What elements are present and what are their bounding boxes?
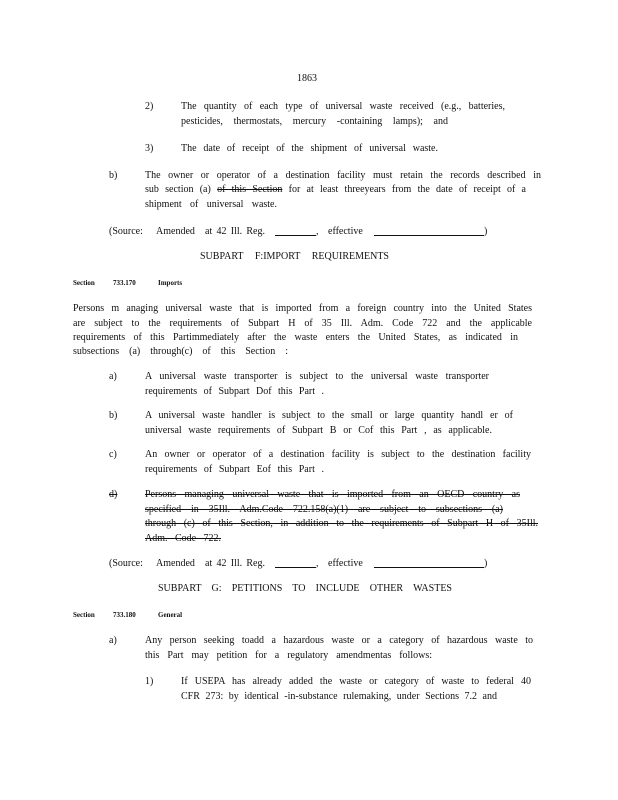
section-180-word: Section xyxy=(73,611,95,619)
section-180-number: 733.180 xyxy=(113,611,136,619)
section-170-item-line: requirements of Subpart Eof this Part . xyxy=(145,464,324,475)
section-170-deleted-item-line: Persons managing universal waste that is imported from an OECD country as xyxy=(145,489,520,500)
item-2-line: The quantity of each type of universal waste received (e.g., batteries, xyxy=(181,101,505,112)
section-170-intro-line: subsections (a) through(c) of this Section : xyxy=(73,346,288,357)
records-b-line: The owner or operator of a destination facility must retain the records described in xyxy=(145,170,541,181)
records-b-deleted-text: of this Section xyxy=(217,184,283,195)
section-170-item-line: universal waste requirements of Subpart B or Cof this Part , as applicable. xyxy=(145,425,492,436)
source-register: at 42 Ill. Reg. xyxy=(205,226,265,237)
item-2-label: 2) xyxy=(145,101,154,112)
source-effective: effective xyxy=(328,558,363,569)
records-b-label: b) xyxy=(109,170,118,181)
item-2-line: pesticides, thermostats, mercury -containing lamps); and xyxy=(181,116,448,127)
section-170-item-line: requirements of Subpart Dof this Part . xyxy=(145,386,324,397)
section-170-deleted-item-line: Adm. Code 722. xyxy=(145,533,221,544)
section-170-item-line: An owner or operator of a destination facility is subject to the destination facility xyxy=(145,449,531,460)
section-180-item-1-label: 1) xyxy=(145,676,154,687)
source-open: (Source: xyxy=(109,226,143,237)
section-180-item-a-line: this Part may petition for a regulatory amendmentas follows: xyxy=(145,650,432,661)
source-comma: , xyxy=(316,558,319,569)
source-note xyxy=(0,226,618,238)
section-170-item-label: c) xyxy=(109,449,117,460)
records-b-line xyxy=(145,184,526,196)
records-b-line: shipment of universal waste. xyxy=(145,199,277,210)
source-open: (Source: xyxy=(109,558,143,569)
section-180-item-a-label: a) xyxy=(109,635,117,646)
section-170-intro-line: Persons m anaging universal waste that is imported from a foreign country into the United States xyxy=(73,303,532,314)
section-180-item-1-line: CFR 273: by identical -in-substance rulemaking, under Sections 7.2 and xyxy=(181,691,497,702)
records-b-text: sub section (a) xyxy=(145,184,211,195)
section-170-number: 733.170 xyxy=(113,279,136,287)
section-170-item-line: A universal waste handler is subject to the small or large quantity handl er of xyxy=(145,410,513,421)
source-effective-blank xyxy=(374,558,484,568)
source-close: ) xyxy=(484,558,488,569)
source-register-blank xyxy=(275,226,316,236)
source-close: ) xyxy=(484,226,488,237)
section-170-intro-line: requirements of this Partimmediately after the waste enters the United States, as indicated in xyxy=(73,332,518,343)
subpart-f-heading: SUBPART F:IMPORT REQUIREMENTS xyxy=(200,251,389,262)
section-180-item-1-line: If USEPA has already added the waste or category of waste to federal 40 xyxy=(181,676,531,687)
subpart-g-heading: SUBPART G: PETITIONS TO INCLUDE OTHER WASTES xyxy=(158,583,452,594)
records-b-text: for at least threeyears from the date of receipt of a xyxy=(288,184,526,195)
source-note xyxy=(0,558,618,570)
item-3-line: The date of receipt of the shipment of universal waste. xyxy=(181,143,438,154)
section-170-item-line: A universal waste transporter is subject to the universal waste transporter xyxy=(145,371,489,382)
section-170-word: Section xyxy=(73,279,95,287)
source-comma: , xyxy=(316,226,319,237)
source-effective: effective xyxy=(328,226,363,237)
source-amended: Amended xyxy=(156,558,195,569)
section-180-item-a-line: Any person seeking toadd a hazardous waste or a category of hazardous waste to xyxy=(145,635,533,646)
section-170-item-label: b) xyxy=(109,410,118,421)
source-register: at 42 Ill. Reg. xyxy=(205,558,265,569)
section-170-item-label: a) xyxy=(109,371,117,382)
section-170-deleted-item-label: d) xyxy=(109,489,118,500)
section-170-intro-line: are subject to the requirements of Subpart H of 35 Ill. Adm. Code 722 and the applicable xyxy=(73,318,532,329)
source-effective-blank xyxy=(374,226,484,236)
section-170-deleted-item-line: specified in 35Ill. Adm.Code 722.158(a)(1) are subject to subsections (a) xyxy=(145,504,503,515)
item-3-label: 3) xyxy=(145,143,154,154)
section-180-title: General xyxy=(158,611,183,619)
section-170-deleted-item-line: through (c) of this Section, in addition to the requirements of Subpart H of 35Ill. xyxy=(145,518,538,529)
page-number: 1863 xyxy=(297,73,317,84)
section-170-title: Imports xyxy=(158,279,183,287)
source-amended: Amended xyxy=(156,226,195,237)
source-register-blank xyxy=(275,558,316,568)
